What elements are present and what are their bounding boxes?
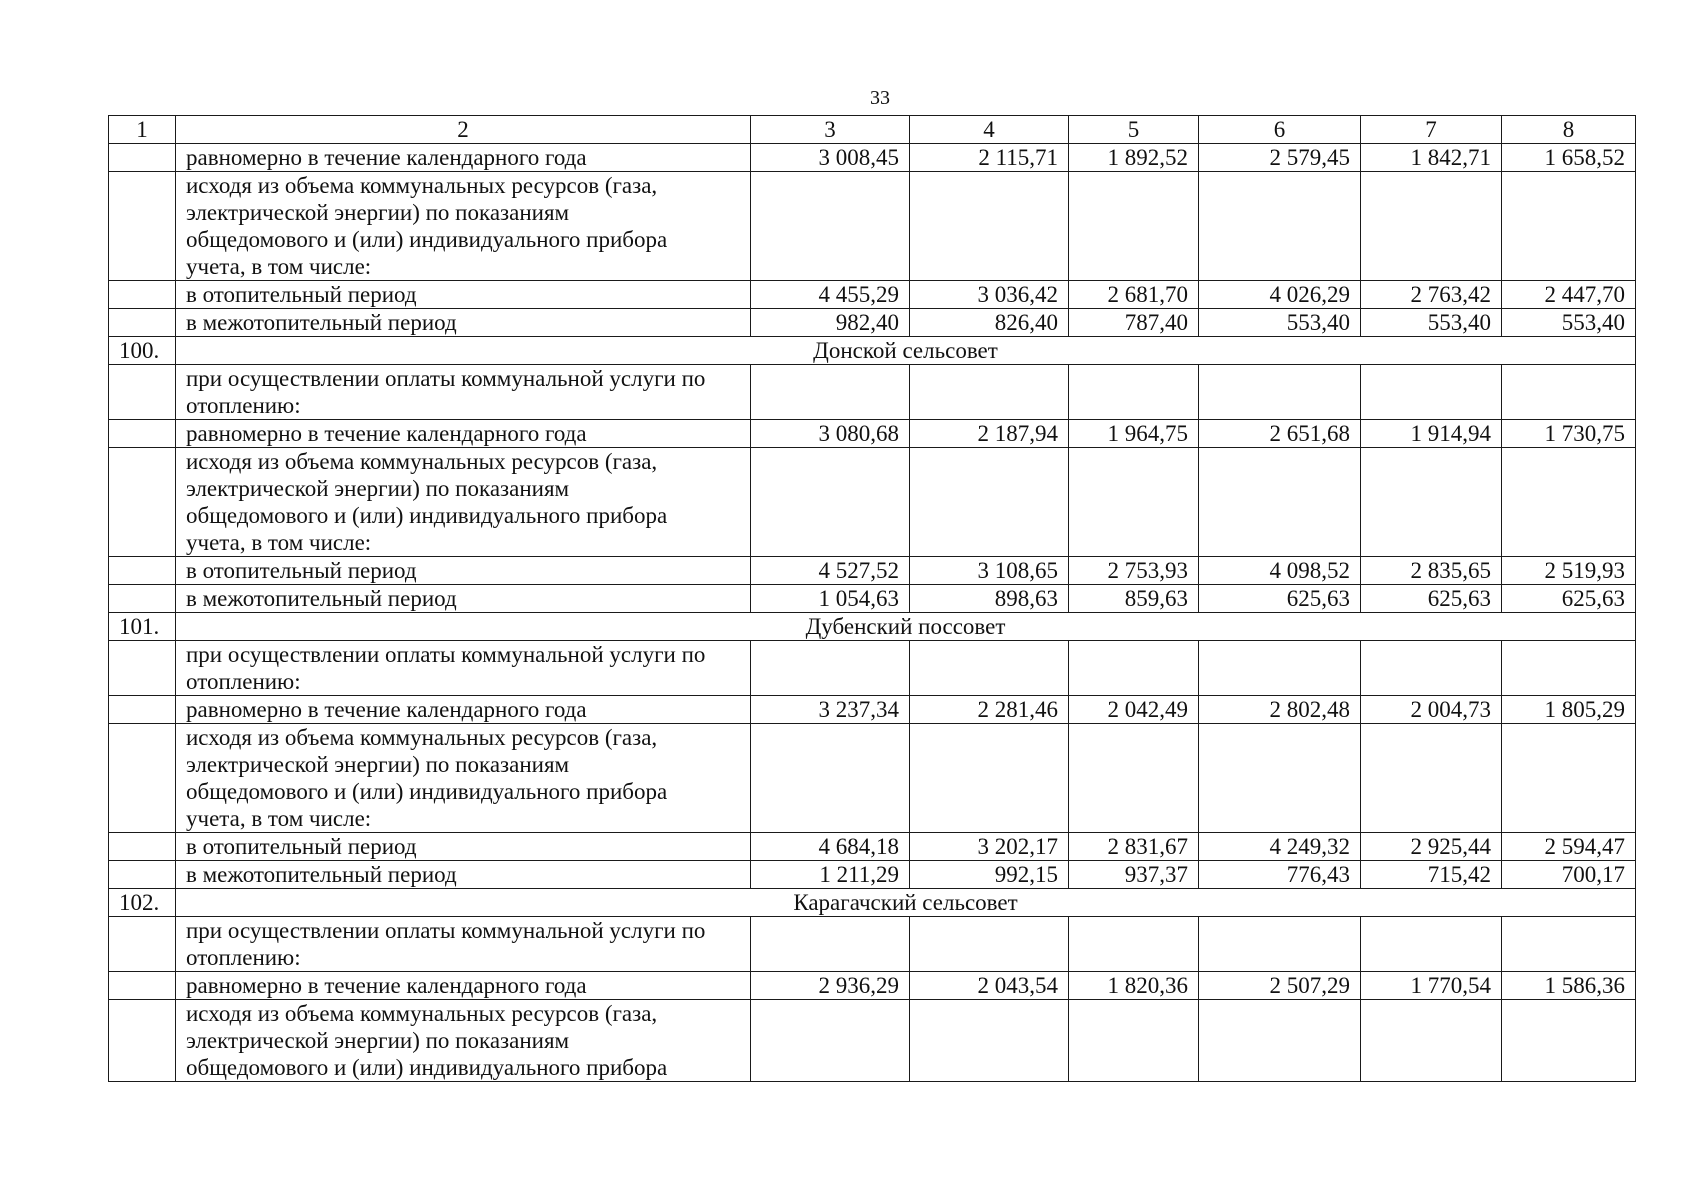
value-cell: 1 054,63 — [751, 585, 910, 613]
value-cell: 2 936,29 — [751, 972, 910, 1000]
tariff-table — [108, 115, 1636, 1082]
value-cell: 625,63 — [1502, 585, 1636, 613]
value-cell: 625,63 — [1361, 585, 1502, 613]
column-number: 1 — [109, 116, 176, 144]
description-line: равномерно в течение календарного года — [186, 973, 587, 998]
row-number — [109, 448, 176, 557]
column-number: 8 — [1502, 116, 1636, 144]
row-number — [109, 972, 176, 1000]
value-cell: 4 455,29 — [751, 281, 910, 309]
value-cell: 3 237,34 — [751, 696, 910, 724]
value-cell — [1069, 1000, 1199, 1082]
value-cell: 553,40 — [1361, 309, 1502, 337]
description-line: при осуществлении оплаты коммунальной услуги по — [186, 366, 706, 391]
description-line: при осуществлении оплаты коммунальной услуги по — [186, 642, 706, 667]
value-cell — [1069, 172, 1199, 281]
row-description — [176, 585, 751, 613]
value-cell — [910, 724, 1069, 833]
value-cell: 625,63 — [1199, 585, 1361, 613]
row-description — [176, 833, 751, 861]
description-line: отоплению: — [186, 393, 301, 418]
value-cell — [910, 365, 1069, 420]
row-number — [109, 696, 176, 724]
value-cell — [1361, 1000, 1502, 1082]
section-number: 101. — [109, 613, 176, 641]
value-cell — [1199, 1000, 1361, 1082]
value-cell — [1502, 1000, 1636, 1082]
value-cell: 2 004,73 — [1361, 696, 1502, 724]
row-number — [109, 833, 176, 861]
value-cell: 553,40 — [1502, 309, 1636, 337]
value-cell — [1502, 917, 1636, 972]
value-cell: 2 115,71 — [910, 144, 1069, 172]
table-row — [109, 365, 1636, 420]
row-description — [176, 172, 751, 281]
section-number: 102. — [109, 889, 176, 917]
value-cell — [751, 917, 910, 972]
description-line: общедомового и (или) индивидуального прибора — [186, 1055, 668, 1080]
table-row — [109, 448, 1636, 557]
value-cell: 1 842,71 — [1361, 144, 1502, 172]
value-cell — [751, 641, 910, 696]
row-description — [176, 972, 751, 1000]
value-cell: 1 892,52 — [1069, 144, 1199, 172]
value-cell — [1199, 641, 1361, 696]
value-cell: 553,40 — [1199, 309, 1361, 337]
column-number: 6 — [1199, 116, 1361, 144]
description-line: отоплению: — [186, 669, 301, 694]
table-row — [109, 641, 1636, 696]
table-row — [109, 281, 1636, 309]
description-line: в отопительный период — [186, 282, 417, 307]
value-cell: 2 763,42 — [1361, 281, 1502, 309]
value-cell: 4 684,18 — [751, 833, 910, 861]
table-row — [109, 861, 1636, 889]
value-cell — [1502, 365, 1636, 420]
value-cell — [1361, 448, 1502, 557]
value-cell: 3 108,65 — [910, 557, 1069, 585]
row-description — [176, 365, 751, 420]
value-cell: 3 202,17 — [910, 833, 1069, 861]
table-row — [109, 557, 1636, 585]
value-cell: 992,15 — [910, 861, 1069, 889]
row-number — [109, 917, 176, 972]
row-number — [109, 724, 176, 833]
value-cell: 1 211,29 — [751, 861, 910, 889]
value-cell: 2 507,29 — [1199, 972, 1361, 1000]
row-number — [109, 585, 176, 613]
value-cell: 4 527,52 — [751, 557, 910, 585]
value-cell — [910, 172, 1069, 281]
value-cell — [1502, 448, 1636, 557]
value-cell: 4 249,32 — [1199, 833, 1361, 861]
row-description — [176, 917, 751, 972]
column-number-row — [109, 116, 1636, 144]
description-line: в межотопительный период — [186, 862, 457, 887]
description-line: в отопительный период — [186, 834, 417, 859]
value-cell: 2 835,65 — [1361, 557, 1502, 585]
row-number — [109, 641, 176, 696]
description-line: учета, в том числе: — [186, 530, 372, 555]
value-cell: 2 447,70 — [1502, 281, 1636, 309]
value-cell: 2 042,49 — [1069, 696, 1199, 724]
value-cell: 2 579,45 — [1199, 144, 1361, 172]
row-number — [109, 309, 176, 337]
table-row — [109, 585, 1636, 613]
value-cell — [910, 448, 1069, 557]
value-cell — [1502, 641, 1636, 696]
column-number: 3 — [751, 116, 910, 144]
description-line: электрической энергии) по показаниям — [186, 200, 570, 225]
row-description — [176, 420, 751, 448]
row-description — [176, 448, 751, 557]
value-cell — [1502, 724, 1636, 833]
description-line: в отопительный период — [186, 558, 417, 583]
value-cell — [1361, 365, 1502, 420]
value-cell: 776,43 — [1199, 861, 1361, 889]
table-row — [109, 1000, 1636, 1082]
page-number: 33 — [870, 87, 890, 109]
value-cell: 1 964,75 — [1069, 420, 1199, 448]
table-row — [109, 309, 1636, 337]
row-number — [109, 365, 176, 420]
section-title: Дубенский поссовет — [176, 613, 1636, 641]
description-line: равномерно в течение календарного года — [186, 697, 587, 722]
row-number — [109, 557, 176, 585]
value-cell — [751, 1000, 910, 1082]
description-line: учета, в том числе: — [186, 254, 372, 279]
description-line: при осуществлении оплаты коммунальной услуги по — [186, 918, 706, 943]
row-number — [109, 420, 176, 448]
row-description — [176, 724, 751, 833]
table-row — [109, 172, 1636, 281]
row-number — [109, 1000, 176, 1082]
column-number: 5 — [1069, 116, 1199, 144]
row-description — [176, 696, 751, 724]
row-number — [109, 172, 176, 281]
value-cell — [751, 172, 910, 281]
value-cell: 2 753,93 — [1069, 557, 1199, 585]
table-row — [109, 696, 1636, 724]
row-description — [176, 281, 751, 309]
description-line: исходя из объема коммунальных ресурсов (газа, — [186, 725, 658, 750]
value-cell — [751, 448, 910, 557]
value-cell: 3 036,42 — [910, 281, 1069, 309]
description-line: в межотопительный период — [186, 310, 457, 335]
table-body — [109, 116, 1636, 1082]
value-cell — [1502, 172, 1636, 281]
row-description — [176, 557, 751, 585]
value-cell: 1 730,75 — [1502, 420, 1636, 448]
row-description — [176, 861, 751, 889]
row-description — [176, 144, 751, 172]
value-cell: 1 914,94 — [1361, 420, 1502, 448]
description-line: отоплению: — [186, 945, 301, 970]
table-row — [109, 917, 1636, 972]
description-line: электрической энергии) по показаниям — [186, 752, 570, 777]
row-number — [109, 861, 176, 889]
value-cell: 787,40 — [1069, 309, 1199, 337]
table-row — [109, 144, 1636, 172]
value-cell: 859,63 — [1069, 585, 1199, 613]
value-cell: 2 831,67 — [1069, 833, 1199, 861]
value-cell: 700,17 — [1502, 861, 1636, 889]
description-line: равномерно в течение календарного года — [186, 421, 587, 446]
value-cell: 937,37 — [1069, 861, 1199, 889]
value-cell — [910, 641, 1069, 696]
value-cell: 2 594,47 — [1502, 833, 1636, 861]
value-cell: 2 651,68 — [1199, 420, 1361, 448]
value-cell: 1 770,54 — [1361, 972, 1502, 1000]
description-line: равномерно в течение календарного года — [186, 145, 587, 170]
value-cell: 1 586,36 — [1502, 972, 1636, 1000]
description-line: общедомового и (или) индивидуального прибора — [186, 779, 668, 804]
description-line: исходя из объема коммунальных ресурсов (газа, — [186, 173, 658, 198]
value-cell: 898,63 — [910, 585, 1069, 613]
row-number — [109, 144, 176, 172]
value-cell: 4 026,29 — [1199, 281, 1361, 309]
value-cell — [1361, 172, 1502, 281]
value-cell: 3 080,68 — [751, 420, 910, 448]
value-cell — [1069, 917, 1199, 972]
value-cell — [1199, 917, 1361, 972]
row-number — [109, 281, 176, 309]
section-title: Донской сельсовет — [176, 337, 1636, 365]
table-row — [109, 724, 1636, 833]
value-cell — [1199, 724, 1361, 833]
value-cell — [1069, 365, 1199, 420]
value-cell: 826,40 — [910, 309, 1069, 337]
value-cell — [1199, 172, 1361, 281]
value-cell: 3 008,45 — [751, 144, 910, 172]
section-title: Карагачский сельсовет — [176, 889, 1636, 917]
description-line: общедомового и (или) индивидуального прибора — [186, 227, 668, 252]
value-cell — [910, 917, 1069, 972]
value-cell: 2 281,46 — [910, 696, 1069, 724]
description-line: общедомового и (или) индивидуального прибора — [186, 503, 668, 528]
description-line: исходя из объема коммунальных ресурсов (газа, — [186, 449, 658, 474]
value-cell — [1069, 724, 1199, 833]
value-cell: 715,42 — [1361, 861, 1502, 889]
value-cell: 2 681,70 — [1069, 281, 1199, 309]
value-cell — [751, 365, 910, 420]
description-line: исходя из объема коммунальных ресурсов (газа, — [186, 1001, 658, 1026]
value-cell: 1 820,36 — [1069, 972, 1199, 1000]
row-description — [176, 1000, 751, 1082]
table-row — [109, 972, 1636, 1000]
value-cell — [1361, 641, 1502, 696]
section-number: 100. — [109, 337, 176, 365]
section-row — [109, 889, 1636, 917]
description-line: электрической энергии) по показаниям — [186, 1028, 570, 1053]
table-row — [109, 420, 1636, 448]
value-cell — [1199, 448, 1361, 557]
description-line: учета, в том числе: — [186, 806, 372, 831]
section-row — [109, 337, 1636, 365]
column-number: 2 — [176, 116, 751, 144]
value-cell — [1199, 365, 1361, 420]
value-cell: 2 043,54 — [910, 972, 1069, 1000]
row-description — [176, 641, 751, 696]
description-line: электрической энергии) по показаниям — [186, 476, 570, 501]
value-cell: 2 802,48 — [1199, 696, 1361, 724]
value-cell: 2 925,44 — [1361, 833, 1502, 861]
value-cell — [1361, 917, 1502, 972]
section-row — [109, 613, 1636, 641]
value-cell: 982,40 — [751, 309, 910, 337]
table-row — [109, 833, 1636, 861]
value-cell — [1361, 724, 1502, 833]
value-cell — [1069, 448, 1199, 557]
column-number: 4 — [910, 116, 1069, 144]
value-cell — [910, 1000, 1069, 1082]
column-number: 7 — [1361, 116, 1502, 144]
value-cell: 2 519,93 — [1502, 557, 1636, 585]
value-cell — [1069, 641, 1199, 696]
value-cell: 4 098,52 — [1199, 557, 1361, 585]
row-description — [176, 309, 751, 337]
value-cell: 2 187,94 — [910, 420, 1069, 448]
value-cell — [751, 724, 910, 833]
value-cell: 1 805,29 — [1502, 696, 1636, 724]
description-line: в межотопительный период — [186, 586, 457, 611]
value-cell: 1 658,52 — [1502, 144, 1636, 172]
